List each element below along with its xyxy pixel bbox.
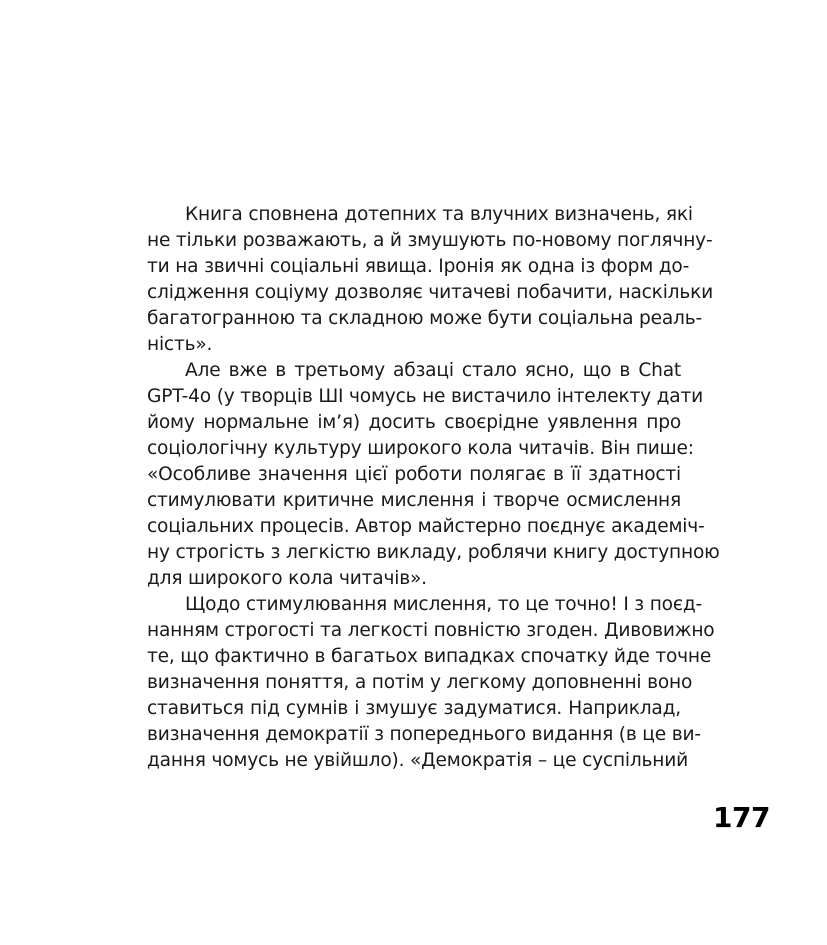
text-line: Книга сповнена дотепних та влучних визначень, які bbox=[185, 204, 693, 225]
text-line: нанням строгості та легкості повністю згоден. Дивовижно bbox=[147, 620, 715, 641]
text-line: не тільки розважають, а й змушують по-новому поглячну- bbox=[147, 230, 713, 251]
text-line: соціальних процесів. Автор майстерно поєднує академіч- bbox=[147, 516, 705, 537]
text-line: визначення поняття, а потім у легкому доповненні воно bbox=[147, 672, 693, 693]
text-line: ставиться під сумнів і змушує задуматися. Наприклад, bbox=[147, 698, 681, 719]
text-line: стимулювати критичне мислення і творче осмислення bbox=[147, 490, 681, 511]
page-number: 177 bbox=[713, 801, 770, 834]
text-line: йому нормальне ім’я) досить своєрідне уявлення про bbox=[147, 412, 681, 433]
text-line: для широкого кола читачів». bbox=[147, 568, 427, 589]
text-line: багатогранною та складною може бути соціальна реаль- bbox=[147, 308, 702, 329]
text-line: GPT-4o (у творців ШІ чомусь не вистачило інтелекту дати bbox=[147, 386, 703, 407]
text-line: соціологічну культуру широкого кола читачів. Він пише: bbox=[147, 438, 694, 459]
text-line: слідження соціуму дозволяє читачеві побачити, наскільки bbox=[147, 282, 714, 303]
text-line: Щодо стимулювання мислення, то це точно! І з поєд- bbox=[185, 594, 703, 615]
body-text bbox=[147, 202, 720, 774]
text-line: ність». bbox=[147, 334, 213, 355]
text-line: дання чомусь не увійшло). «Демократія – це суспільний bbox=[147, 750, 689, 771]
paragraph bbox=[147, 592, 715, 774]
text-line: ти на звичні соціальні явища. Іронія як одна із форм до- bbox=[147, 256, 690, 277]
paragraph bbox=[147, 202, 714, 358]
text-line: Але вже в третьому абзаці стало ясно, що в Chat bbox=[185, 360, 681, 381]
text-line: ну строгість з легкістю викладу, роблячи книгу доступною bbox=[147, 542, 720, 563]
text-line: визначення демократії з попереднього видання (в це ви- bbox=[147, 724, 701, 745]
paragraph bbox=[147, 358, 720, 592]
text-line: те, що фактично в багатьох випадках спочатку йде точне bbox=[147, 646, 712, 667]
text-line: «Особливе значення цієї роботи полягає в її здатності bbox=[147, 464, 681, 485]
